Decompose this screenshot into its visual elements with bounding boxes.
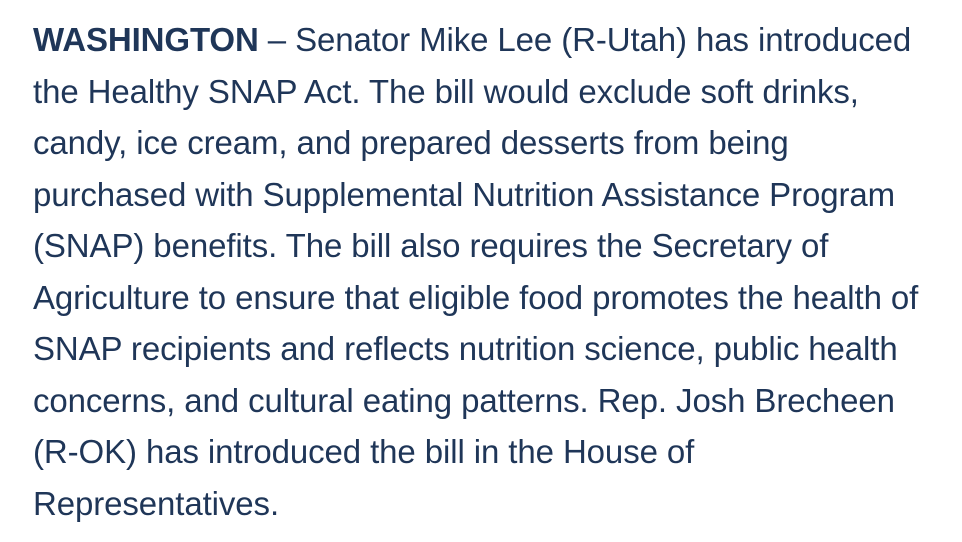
- article-paragraph: [33, 14, 948, 529]
- article-body-text: Senator Mike Lee (R-Utah) has introduced the Healthy SNAP Act. The bill would exclude soft drinks, candy, ice cream, and prepared desserts from being purchased with Supplemental Nutrition Assistance Program (SNAP) benefits. The bill also requires the Secretary of Agriculture to ensure that eligible food promotes the health of SNAP recipients and reflects nutrition science, public health concerns, and cultural eating patterns. Rep. Josh Brecheen (R-OK) has introduced the bill in the House of Representatives.: [33, 21, 919, 522]
- dateline: WASHINGTON: [33, 21, 259, 58]
- dateline-separator: –: [258, 21, 296, 58]
